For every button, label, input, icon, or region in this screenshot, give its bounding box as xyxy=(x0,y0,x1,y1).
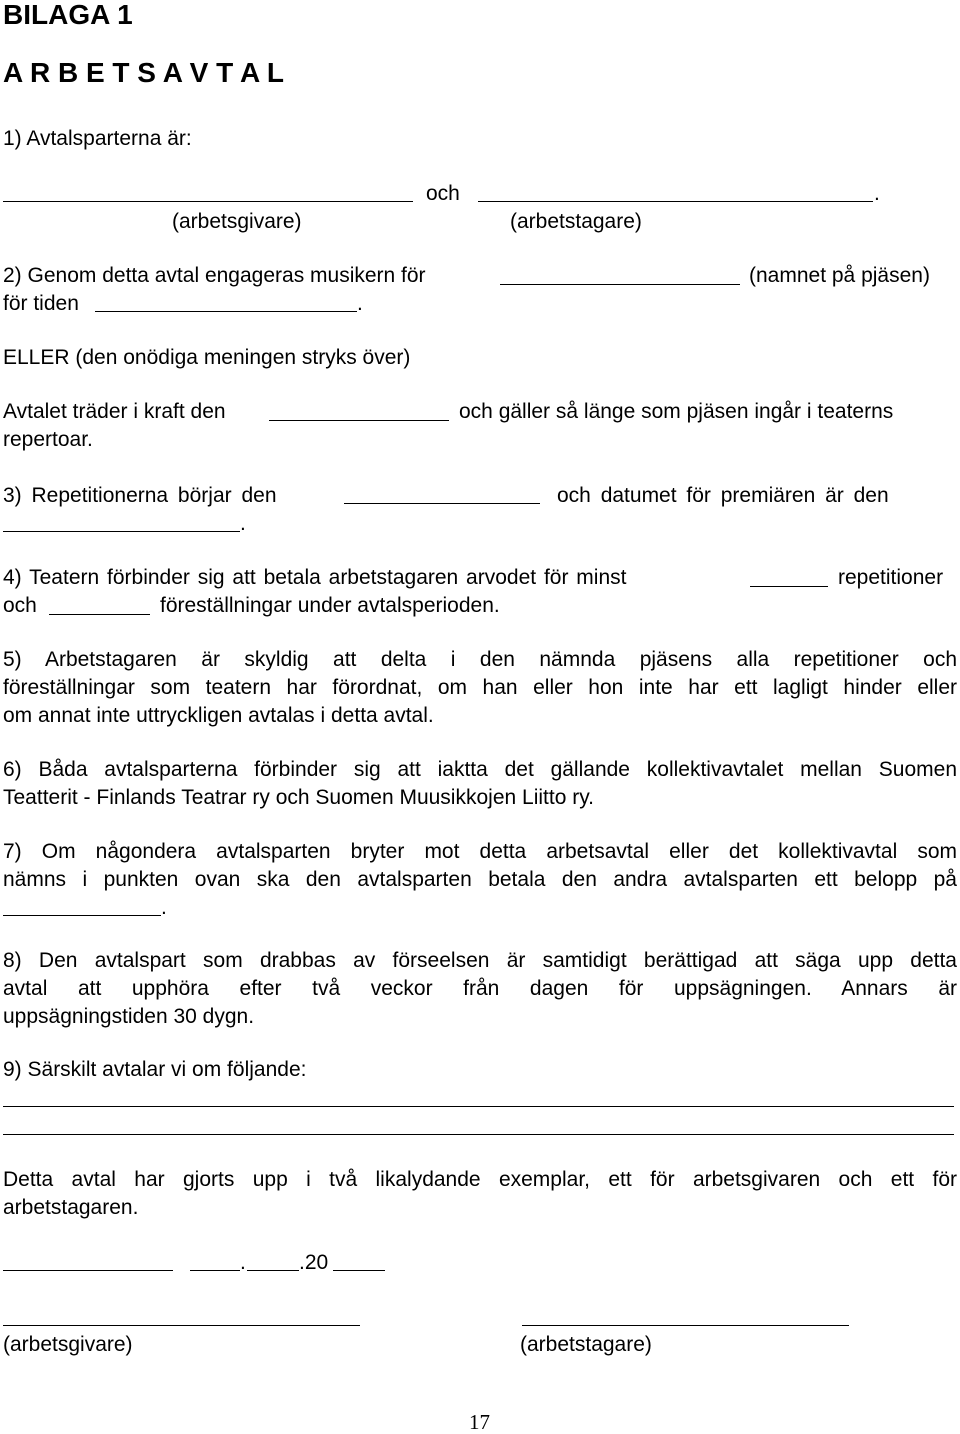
play-name-label: (namnet på pjäsen) xyxy=(749,264,930,287)
section-2-text-c: Avtalet träder i kraft den xyxy=(3,400,226,423)
section-6-line-1: 6) Båda avtalsparterna förbinder sig att iaktta det gällande kollektivavtalet mellan Suomen xyxy=(3,758,957,781)
year-prefix: .20 xyxy=(299,1251,329,1274)
performance-count-line xyxy=(49,614,150,615)
section-5-line-1: 5) Arbetstagaren är skyldig att delta i den nämnda pjäsens alla repetitioner och xyxy=(3,648,957,671)
play-name-line xyxy=(500,284,740,285)
annex-label: BILAGA 1 xyxy=(3,0,133,30)
employee-signature-line xyxy=(522,1325,849,1326)
closing-line-2: arbetstagaren. xyxy=(3,1196,139,1219)
place-line xyxy=(3,1270,173,1271)
section-2-text-d: och gäller så länge som pjäsen ingår i teaterns xyxy=(459,400,894,423)
section-8-line-1: 8) Den avtalspart som drabbas av förseelsen är samtidigt berättigad att säga upp detta xyxy=(3,949,957,972)
section-5-line-3: om annat inte uttryckligen avtalas i detta avtal. xyxy=(3,704,434,727)
period-line xyxy=(95,311,357,312)
employee-name-line xyxy=(478,201,873,202)
section-8-line-3: uppsägningstiden 30 dygn. xyxy=(3,1005,255,1028)
section-4-text-a: 4) Teatern förbinder sig att betala arbetstagaren arvodet för minst xyxy=(3,566,627,589)
special-terms-line-1 xyxy=(3,1106,954,1107)
section-2-text-a: 2) Genom detta avtal engageras musikern för xyxy=(3,264,426,287)
section-4-text-d: föreställningar under avtalsperioden. xyxy=(160,594,500,617)
document-title: A R B E T S A V T A L xyxy=(3,57,285,88)
section-1-text: 1) Avtalsparterna är: xyxy=(3,127,192,150)
section-2-alternative: ELLER (den onödiga meningen stryks över) xyxy=(3,346,411,369)
date-dot: . xyxy=(240,1251,246,1274)
year-line xyxy=(333,1270,385,1271)
rehearsal-date-line xyxy=(344,503,540,504)
closing-line-1: Detta avtal har gjorts upp i två likalydande exemplar, ett för arbetsgivaren och ett för xyxy=(3,1168,957,1191)
premiere-date-line xyxy=(3,531,240,532)
section-9-text: 9) Särskilt avtalar vi om följande: xyxy=(3,1058,307,1081)
section-2-text-b: för tiden xyxy=(3,292,79,315)
section-7-line-2: nämns i punkten ovan ska den avtalsparten betala den andra avtalsparten ett belopp på xyxy=(3,868,957,891)
section-4-text-b: repetitioner xyxy=(838,566,944,589)
penalty-amount-line xyxy=(3,915,161,916)
section-3-text-a: 3) Repetitionerna börjar den xyxy=(3,484,277,507)
section-6-line-2: Teatterit - Finlands Teatrar ry och Suomen Muusikkojen Liitto ry. xyxy=(3,786,594,809)
employer-name-line xyxy=(3,201,413,202)
section-1-period: . xyxy=(874,182,880,205)
employer-caption: (arbetsgivare) xyxy=(172,210,302,233)
section-3-period: . xyxy=(240,512,246,535)
section-4-text-c: och xyxy=(3,594,37,617)
section-2-text-e: repertoar. xyxy=(3,428,93,451)
special-terms-line-2 xyxy=(3,1134,954,1135)
rehearsal-count-line xyxy=(750,586,828,587)
month-line xyxy=(247,1270,299,1271)
section-3-text-b: och datumet för premiären är den xyxy=(557,484,889,507)
section-1-och: och xyxy=(426,182,460,205)
employer-signature-line xyxy=(3,1325,360,1326)
section-5-line-2: föreställningar som teatern har förordnat, om han eller hon inte har ett lagligt hinder eller xyxy=(3,676,957,699)
start-date-line xyxy=(269,420,449,421)
page-number: 17 xyxy=(469,1410,490,1434)
employer-signature-caption: (arbetsgivare) xyxy=(3,1333,133,1356)
section-7-period: . xyxy=(161,896,167,919)
section-8-line-2: avtal att upphöra efter två veckor från dagen för uppsägningen. Annars är xyxy=(3,977,957,1000)
section-7-line-1: 7) Om någondera avtalsparten bryter mot detta arbetsavtal eller det kollektivavtal som xyxy=(3,840,957,863)
day-line xyxy=(190,1270,240,1271)
employee-signature-caption: (arbetstagare) xyxy=(520,1333,652,1356)
employee-caption: (arbetstagare) xyxy=(510,210,642,233)
section-2-period: . xyxy=(357,292,363,315)
